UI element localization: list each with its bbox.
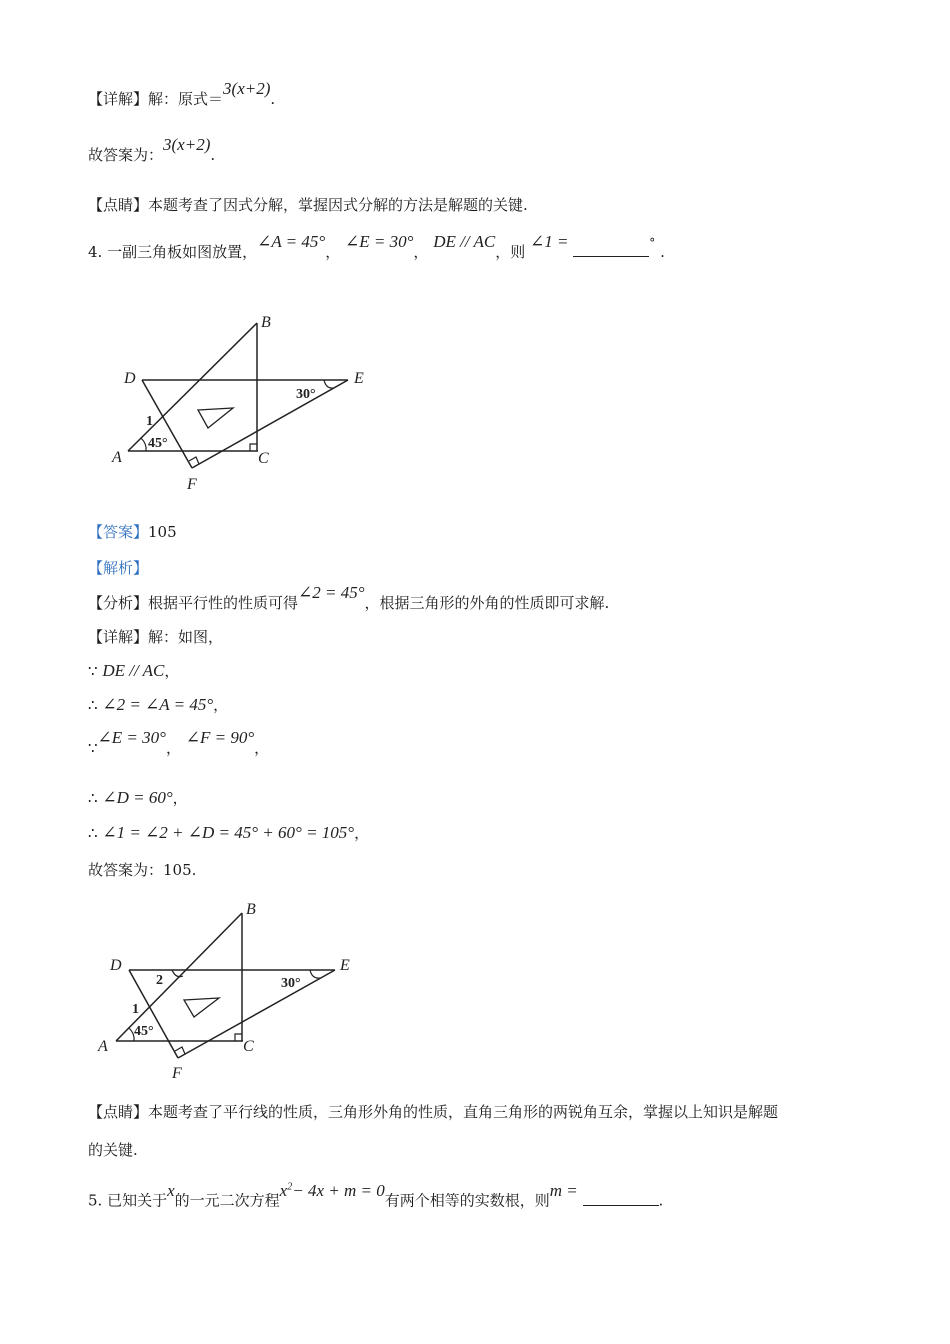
label-C: C (243, 1038, 254, 1055)
therefore-symbol: ∴ (88, 696, 98, 714)
label-E: E (354, 370, 364, 387)
analysis-tag-2: 【分析】 (88, 594, 149, 612)
analysis-heading (88, 557, 148, 579)
answer-line (88, 521, 177, 543)
comment-tag: 【点睛】 (88, 196, 149, 214)
label-D: D (110, 957, 122, 974)
detail-tag: 【详解】 (88, 90, 149, 108)
inner-triangle (198, 408, 233, 428)
step-4: ∴ ∠D = 60°， (88, 788, 188, 807)
question-number: 5. (88, 1191, 103, 1210)
label-angle-45: 45° (148, 436, 168, 451)
arc-2 (172, 970, 183, 977)
formula: 3(x+2) (163, 135, 211, 154)
formula: DE // AC (102, 661, 165, 680)
segment-AB (128, 323, 257, 451)
therefore-symbol: ∴ (88, 789, 98, 807)
arc-30 (310, 970, 320, 978)
step-5: ∴ ∠1 = ∠2 + ∠D = 45° + 60° = 105°， (88, 823, 370, 842)
formula: ∠2 = 45° (298, 583, 365, 602)
formula: 3(x+2) (223, 79, 271, 98)
comment-line-1 (88, 194, 528, 216)
question-5: 5. 已知关于x的一元二次方程$x^2- 4x + m = 0$有两个相等的实数根，则m = . (88, 1180, 664, 1210)
formula: ∠D = 60° (102, 788, 173, 807)
comment-line-2: 【点睛】本题考查了平行线的性质，三角形外角的性质，直角三角形的两锐角互余，掌握以上知识是解题 (88, 1103, 779, 1121)
label-F: F (172, 1065, 182, 1082)
right-angle-C (250, 444, 257, 451)
label-angle-1: 1 (146, 414, 153, 429)
comment-tag-2: 【点睛】 (88, 1103, 149, 1121)
formula: ∠E = 30° (97, 728, 166, 747)
question-text: 一副三角板如图放置， (107, 243, 258, 261)
label-A: A (112, 449, 122, 466)
label-E: E (340, 957, 350, 974)
answer-blank (583, 1191, 659, 1206)
answer-value: 105 (148, 523, 177, 541)
answer-line-1: 故答案为：3(x+2). (88, 135, 216, 164)
because-symbol: ∵ (88, 739, 98, 757)
therefore-symbol: ∴ (88, 824, 98, 842)
right-angle-F (189, 457, 199, 464)
label-C: C (258, 450, 269, 467)
because-symbol: ∵ (88, 662, 98, 680)
ask-expression: m = (549, 1180, 578, 1200)
comment-text: 本题考查了因式分解，掌握因式分解的方法是解题的关键. (148, 196, 528, 214)
formula: ∠2 = ∠A = 45° (102, 695, 214, 714)
condition-1: ∠A = 45° (257, 232, 326, 251)
answer-blank (573, 242, 649, 257)
comment-line-2b: 的关键. (88, 1141, 138, 1159)
inner-triangle (184, 998, 219, 1017)
arc-45 (141, 438, 146, 451)
label-B: B (246, 901, 256, 918)
detail-tag-2: 【详解】 (88, 628, 149, 646)
final-answer: 故答案为：105. (88, 861, 197, 879)
question-number: 4. (88, 243, 103, 261)
detail-line-2: 【详解】解：如图， (88, 628, 224, 646)
label-angle-45: 45° (134, 1024, 154, 1039)
segment-FE (192, 380, 348, 468)
question-4: 4. 一副三角板如图放置，∠A = 45°， ∠E = 30°， DE // AC，则 ∠1 = ° . (88, 232, 665, 261)
label-angle-30: 30° (296, 387, 316, 402)
formula: ∠1 = ∠2 + ∠D = 45° + 60° = 105° (102, 823, 355, 842)
detail-line-1: 【详解】解：原式＝3(x+2). (88, 79, 276, 108)
label-angle-2: 2 (156, 973, 163, 988)
label-D: D (124, 370, 136, 387)
answer-tag: 【答案】 (88, 523, 149, 541)
condition-2: ∠E = 30° (345, 232, 414, 251)
arc-30 (324, 380, 334, 388)
answer-text: 故答案为： (88, 146, 164, 164)
label-A: A (98, 1038, 108, 1055)
step-3: ∵∠E = 30°， ∠F = 90°， (88, 728, 270, 757)
step-2: ∴ ∠2 = ∠A = 45°， (88, 695, 229, 714)
ask-expression: ∠1 = (530, 232, 569, 251)
label-F: F (187, 476, 197, 493)
formula: ∠F = 90° (185, 728, 255, 747)
right-angle-C (235, 1034, 242, 1041)
label-angle-1: 1 (132, 1002, 139, 1017)
variable-x: x (167, 1180, 175, 1200)
equation: $x^2- 4x + m = 0$ (279, 1180, 385, 1200)
triangle-figure-2 (88, 895, 378, 1085)
right-angle-F (175, 1047, 185, 1054)
triangle-figure-1 (100, 305, 390, 505)
label-B: B (261, 314, 271, 331)
analysis-line: 【分析】根据平行性的性质可得∠2 = 45°，根据三角形的外角的性质即可求解. (88, 583, 610, 612)
analysis-tag: 【解析】 (88, 559, 149, 577)
condition-3: DE // AC (433, 232, 496, 251)
segment-FE (178, 970, 335, 1058)
step-1: ∵ DE // AC， (88, 661, 180, 680)
detail-text: 解：原式＝ (148, 90, 224, 108)
label-angle-30: 30° (281, 976, 301, 991)
